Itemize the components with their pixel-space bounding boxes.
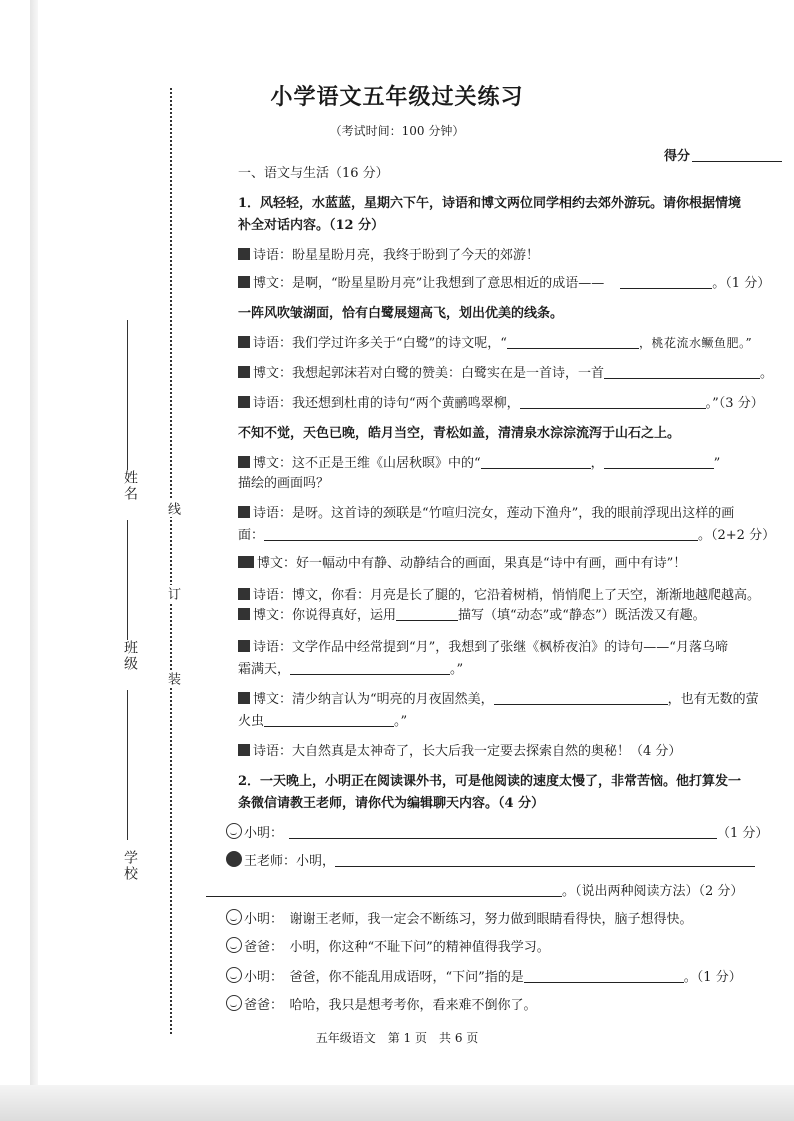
speaker-icon <box>238 640 250 652</box>
dialog-line: 诗语：盼星星盼月亮，我终于盼到了今天的郊游！ <box>238 244 539 263</box>
chat-line: 小明： （1 分） <box>226 822 768 841</box>
dialog-line: 博文：这不正是王维《山居秋暝》中的“ ， ” <box>238 452 720 471</box>
score-field <box>664 145 782 164</box>
speaker-icon <box>238 336 250 348</box>
dialog-line: 博文：你说得真好，运用 描写（填“动态”或“静态”）既活泼又有趣。 <box>238 604 706 623</box>
score-blank[interactable] <box>692 149 782 162</box>
binding-word-xian: 线 <box>165 502 180 515</box>
section-heading: 一、语文与生活（16 分） <box>238 166 389 181</box>
answer-blank[interactable] <box>335 854 755 867</box>
dialog-continuation: 面： 。（2+2 分） <box>238 528 776 543</box>
answer-blank[interactable] <box>396 608 458 621</box>
q2-prompt-line2: 条微信请教王老师，请你代为编辑聊天内容。（4 分） <box>238 796 545 811</box>
class-label: 班级 <box>122 640 138 672</box>
answer-blank[interactable] <box>494 692 668 705</box>
speaker-icon <box>238 276 250 288</box>
answer-blank[interactable] <box>289 826 717 839</box>
speaker-icon <box>238 692 250 704</box>
binding-dotted-line <box>170 88 172 1034</box>
chat-continuation: 。（说出两种阅读方法）（2 分） <box>206 880 743 899</box>
speaker-icon <box>238 248 250 260</box>
dad-avatar-icon <box>226 937 242 953</box>
speaker-icon <box>238 556 254 568</box>
speaker-icon <box>238 608 250 620</box>
dialog-line: 博文：好一幅动中有静、动静结合的画面，果真是“诗中有画，画中有诗”！ <box>238 552 686 571</box>
binding-word-zhuang: 装 <box>165 672 180 685</box>
scene-sentence: 一阵风吹皱湖面，恰有白鹭展翅高飞，划出优美的线条。 <box>238 306 564 321</box>
speaker-icon <box>238 588 250 600</box>
xiaoming-avatar-icon <box>226 967 242 983</box>
speaker-icon <box>238 744 250 756</box>
q2-prompt-line1: 2．一天晚上，小明正在阅读课外书，可是他阅读的速度太慢了，非常苦恼。他打算发一 <box>238 774 742 789</box>
exam-time: （考试时间：100 分钟） <box>329 124 465 138</box>
dialog-line: 诗语：大自然真是太神奇了，长大后我一定要去探索自然的奥秘！（4 分） <box>238 740 681 759</box>
chat-line: 小明： 爸爸，你不能乱用成语呀，“下问”指的是 。（1 分） <box>226 966 742 985</box>
dialog-line: 博文：我想起郭沫若对白鹭的赞美：白鹭实在是一首诗，一首 。 <box>238 362 773 381</box>
dialog-line: 诗语：是呀。这首诗的颈联是“竹喧归浣女，莲动下渔舟”，我的眼前浮现出这样的画 <box>238 502 734 521</box>
score-label: 得分 <box>664 149 691 164</box>
scan-shadow <box>0 1085 794 1121</box>
dialog-line: 诗语：我还想到杜甫的诗句“两个黄鹂鸣翠柳， 。”（3 分） <box>238 392 764 411</box>
answer-blank[interactable] <box>524 970 684 983</box>
chat-line: 爸爸： 哈哈，我只是想考考你，看来难不倒你了。 <box>226 994 537 1013</box>
class-blank <box>127 520 128 640</box>
dialog-line: 诗语：博文，你看：月亮是长了腿的，它沿着树梢，悄悄爬上了天空，渐渐地越爬越高。 <box>238 584 760 603</box>
scene-sentence: 不知不觉，天色已晚，皓月当空，青松如盖，清清泉水淙淙流泻于山石之上。 <box>238 426 681 441</box>
speaker-icon <box>238 366 250 378</box>
speaker-icon <box>238 456 250 468</box>
answer-blank[interactable] <box>604 456 714 469</box>
scan-edge <box>30 0 38 1121</box>
chat-line: 王老师：小明， <box>226 850 755 869</box>
dialog-line: 诗语：我们学过许多关于“白鹭”的诗文呢，“ ，桃花流水鳜鱼肥。” <box>238 332 752 351</box>
dialog-line: 博文：是啊，“盼星星盼月亮”让我想到了意思相近的成语—— 。（1 分） <box>238 272 770 291</box>
chat-line: 小明： 谢谢王老师，我一定会不断练习，努力做到眼睛看得快，脑子想得快。 <box>226 908 693 927</box>
answer-blank[interactable] <box>264 528 698 541</box>
dad-avatar-icon <box>226 995 242 1011</box>
q1-prompt-line2: 补全对话内容。（12 分） <box>238 218 385 233</box>
school-blank <box>127 690 128 840</box>
dialog-continuation: 描绘的画面吗？ <box>238 476 330 491</box>
dialog-continuation: 火虫 。” <box>238 714 408 729</box>
page-footer: 五年级语文 第 1 页 共 6 页 <box>315 1031 479 1045</box>
binding-word-ding: 订 <box>165 587 180 600</box>
answer-blank[interactable] <box>206 884 562 897</box>
answer-blank[interactable] <box>481 456 591 469</box>
answer-blank[interactable] <box>520 396 706 409</box>
dialog-line: 博文：清少纳言认为“明亮的月夜固然美， ，也有无数的萤 <box>238 688 759 707</box>
xiaoming-avatar-icon <box>226 823 242 839</box>
speaker-icon <box>238 506 250 518</box>
page-title: 小学语文五年级过关练习 <box>270 84 524 110</box>
dialog-line: 诗语：文学作品中经常提到“月”，我想到了张继《枫桥夜泊》的诗句——“月落乌啼 <box>238 636 728 655</box>
answer-blank[interactable] <box>507 336 639 349</box>
q1-prompt-line1: 1．风轻轻，水蓝蓝，星期六下午，诗语和博文两位同学相约去郊外游玩。请你根据情境 <box>238 196 742 211</box>
teacher-avatar-icon <box>226 851 242 867</box>
speaker-icon <box>238 396 250 408</box>
dialog-continuation: 霜满天， 。” <box>238 662 464 677</box>
answer-blank[interactable] <box>264 714 394 727</box>
school-label: 学校 <box>122 850 138 882</box>
answer-blank[interactable] <box>620 276 712 289</box>
name-blank <box>127 320 128 470</box>
xiaoming-avatar-icon <box>226 909 242 925</box>
chat-line: 爸爸： 小明，你这种“不耻下问”的精神值得我学习。 <box>226 936 550 955</box>
name-label: 姓名 <box>122 470 138 502</box>
answer-blank[interactable] <box>290 662 450 675</box>
answer-blank[interactable] <box>604 366 760 379</box>
